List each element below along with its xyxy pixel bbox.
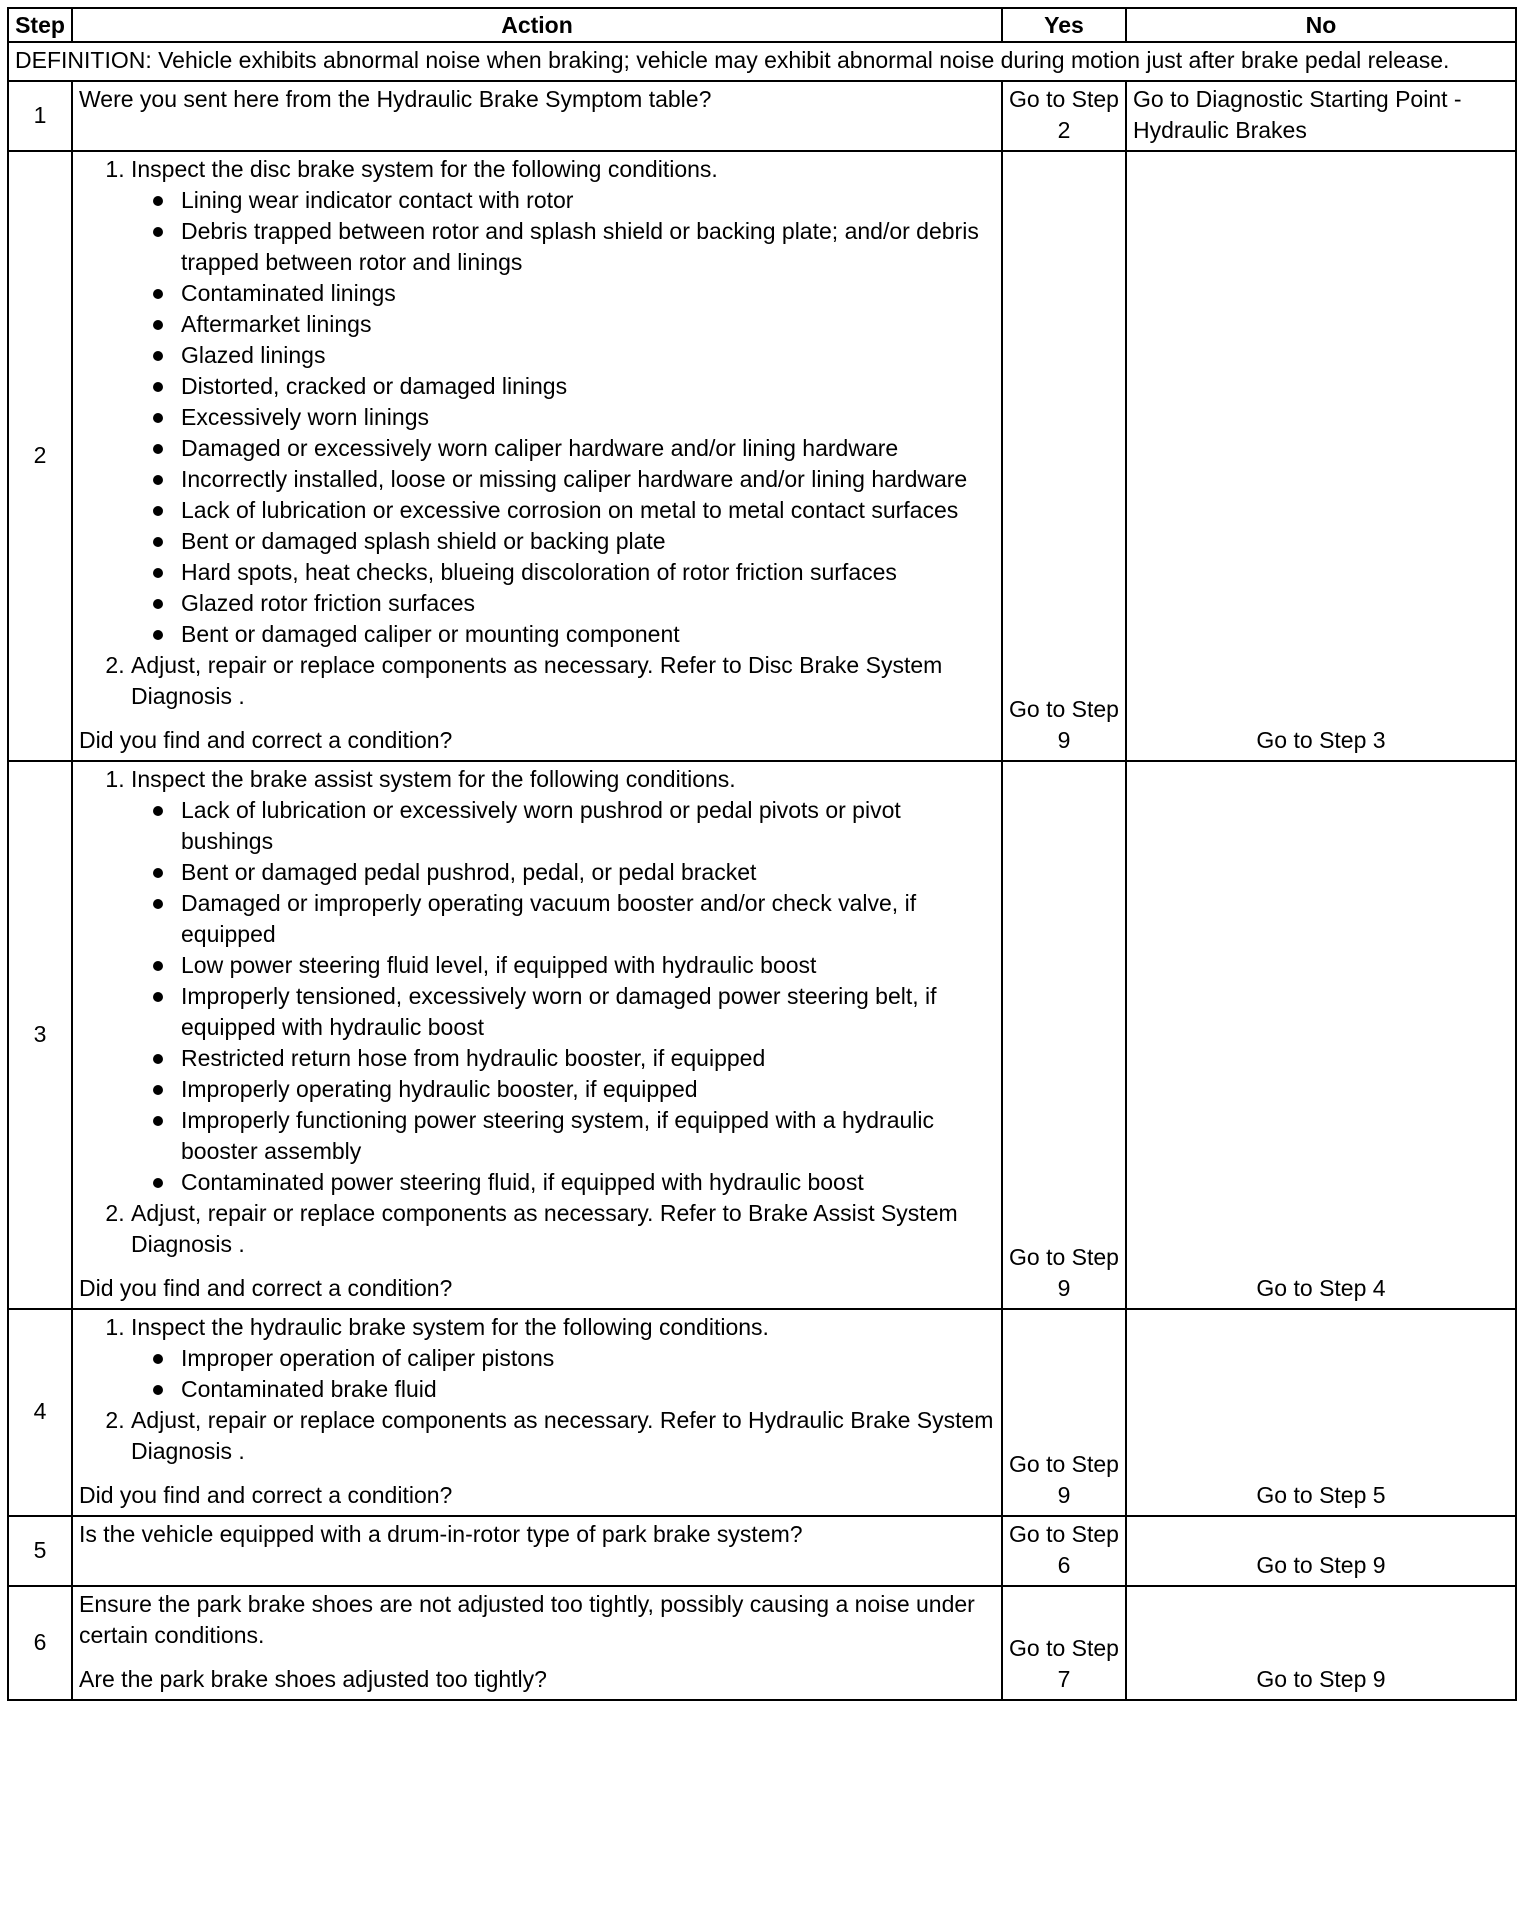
action-text: Ensure the park brake shoes are not adjusted too tightly, possibly causing a noise under certain conditions.	[79, 1591, 975, 1648]
action-cell	[72, 761, 1002, 1309]
table-row	[8, 1309, 1516, 1516]
table-row	[8, 151, 1516, 761]
action-cell	[72, 151, 1002, 761]
list-item: Improperly operating hydraulic booster, if equipped	[181, 1074, 995, 1105]
list-item: Lack of lubrication or excessively worn pushrod or pedal pivots or pivot bushings	[181, 795, 995, 857]
yes-link[interactable]: Go to Step 9	[1002, 151, 1126, 761]
step-number: 5	[8, 1516, 72, 1586]
list-item: Restricted return hose from hydraulic booster, if equipped	[181, 1043, 995, 1074]
list-item: Distorted, cracked or damaged linings	[181, 371, 995, 402]
list-item: Bent or damaged pedal pushrod, pedal, or pedal bracket	[181, 857, 995, 888]
no-link[interactable]: Go to Step 4	[1126, 761, 1516, 1309]
action-steps	[79, 764, 995, 1260]
question-text: Did you find and correct a condition?	[79, 1482, 453, 1508]
list-item: Aftermarket linings	[181, 309, 995, 340]
list-item: Hard spots, heat checks, blueing discoloration of rotor friction surfaces	[181, 557, 995, 588]
list-item: Contaminated linings	[181, 278, 995, 309]
list-item: Excessively worn linings	[181, 402, 995, 433]
list-item: Improperly tensioned, excessively worn or damaged power steering belt, if equipped with hydraulic boost	[181, 981, 995, 1043]
header-row	[8, 8, 1516, 42]
header-yes: Yes	[1002, 8, 1126, 42]
question-text: Did you find and correct a condition?	[79, 727, 453, 753]
action-step-text: Inspect the hydraulic brake system for the following conditions.	[131, 1314, 769, 1340]
step-number: 3	[8, 761, 72, 1309]
header-step: Step	[8, 8, 72, 42]
definition-row	[8, 42, 1516, 81]
action-steps	[79, 1312, 995, 1467]
action-steps	[79, 154, 995, 712]
table-row	[8, 1586, 1516, 1700]
list-item: Contaminated power steering fluid, if equipped with hydraulic boost	[181, 1167, 995, 1198]
list-item: Debris trapped between rotor and splash shield or backing plate; and/or debris trapped between rotor and linings	[181, 216, 995, 278]
list-item: Improperly functioning power steering system, if equipped with a hydraulic booster assembly	[181, 1105, 995, 1167]
step-number: 2	[8, 151, 72, 761]
list-item: Lining wear indicator contact with rotor	[181, 185, 995, 216]
table-row	[8, 81, 1516, 151]
action-step-item	[131, 154, 995, 650]
action-step-text: Adjust, repair or replace components as necessary. Refer to Disc Brake System Diagnosis .	[131, 652, 943, 709]
header-action: Action	[72, 8, 1002, 42]
list-item: Damaged or improperly operating vacuum booster and/or check valve, if equipped	[181, 888, 995, 950]
step-number: 6	[8, 1586, 72, 1700]
action-step-text: Inspect the disc brake system for the following conditions.	[131, 156, 718, 182]
action-text: Is the vehicle equipped with a drum-in-rotor type of park brake system?	[72, 1516, 1002, 1586]
no-link[interactable]: Go to Step 3	[1126, 151, 1516, 761]
question-text: Did you find and correct a condition?	[79, 1275, 453, 1301]
action-step-item	[131, 650, 995, 712]
diagnostic-table	[7, 7, 1517, 1701]
yes-link[interactable]: Go to Step 6	[1002, 1516, 1126, 1586]
condition-list	[131, 185, 995, 650]
action-cell	[72, 1586, 1002, 1700]
action-step-text: Adjust, repair or replace components as necessary. Refer to Hydraulic Brake System Diagnosis .	[131, 1407, 994, 1464]
question-text: Are the park brake shoes adjusted too tightly?	[79, 1666, 547, 1692]
table-row	[8, 1516, 1516, 1586]
no-link[interactable]: Go to Step 9	[1126, 1516, 1516, 1586]
list-item: Low power steering fluid level, if equipped with hydraulic boost	[181, 950, 995, 981]
list-item: Improper operation of caliper pistons	[181, 1343, 995, 1374]
action-step-item	[131, 1198, 995, 1260]
no-link[interactable]: Go to Step 9	[1126, 1586, 1516, 1700]
yes-link[interactable]: Go to Step 7	[1002, 1586, 1126, 1700]
list-item: Damaged or excessively worn caliper hardware and/or lining hardware	[181, 433, 995, 464]
yes-link[interactable]: Go to Step 9	[1002, 761, 1126, 1309]
condition-list	[131, 795, 995, 1198]
list-item: Bent or damaged caliper or mounting component	[181, 619, 995, 650]
list-item: Contaminated brake fluid	[181, 1374, 995, 1405]
action-cell	[72, 1309, 1002, 1516]
list-item: Lack of lubrication or excessive corrosion on metal to metal contact surfaces	[181, 495, 995, 526]
list-item: Glazed linings	[181, 340, 995, 371]
table-row	[8, 761, 1516, 1309]
list-item: Bent or damaged splash shield or backing plate	[181, 526, 995, 557]
definition-text: DEFINITION: Vehicle exhibits abnormal noise when braking; vehicle may exhibit abnormal noise during motion just after brake pedal release.	[8, 42, 1516, 81]
no-link[interactable]: Go to Step 5	[1126, 1309, 1516, 1516]
step-number: 1	[8, 81, 72, 151]
action-step-text: Inspect the brake assist system for the following conditions.	[131, 766, 736, 792]
action-step-item	[131, 1405, 995, 1467]
action-step-text: Adjust, repair or replace components as necessary. Refer to Brake Assist System Diagnosis .	[131, 1200, 958, 1257]
list-item: Glazed rotor friction surfaces	[181, 588, 995, 619]
action-text: Were you sent here from the Hydraulic Brake Symptom table?	[72, 81, 1002, 151]
action-step-item	[131, 764, 995, 1198]
header-no: No	[1126, 8, 1516, 42]
yes-link[interactable]: Go to Step 9	[1002, 1309, 1126, 1516]
yes-link[interactable]: Go to Step 2	[1002, 81, 1126, 151]
condition-list	[131, 1343, 995, 1405]
list-item: Incorrectly installed, loose or missing caliper hardware and/or lining hardware	[181, 464, 995, 495]
action-step-item	[131, 1312, 995, 1405]
no-link[interactable]: Go to Diagnostic Starting Point - Hydraulic Brakes	[1126, 81, 1516, 151]
step-number: 4	[8, 1309, 72, 1516]
